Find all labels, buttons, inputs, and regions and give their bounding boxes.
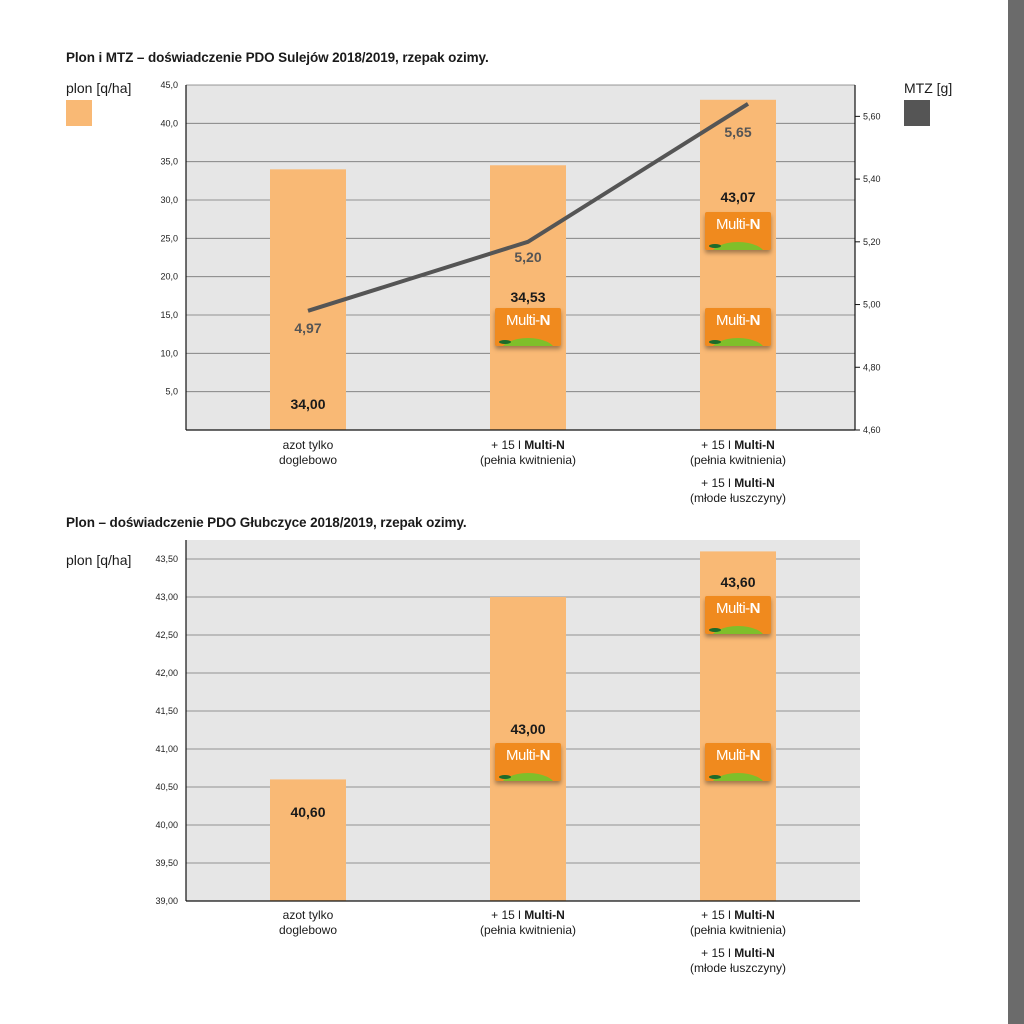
chart1-right-tick-label: 5,20	[863, 236, 881, 247]
x-label-line: doglebowo	[278, 923, 338, 937]
chart1-right-axis-label: MTZ [g]	[904, 80, 953, 96]
x-label-line: + 15 l Multi-N	[491, 908, 565, 922]
chart1-bar-value-label: 43,07	[720, 189, 756, 205]
x-label-line: azot tylko	[282, 908, 334, 922]
chart1-left-tick-label: 25,0	[160, 233, 178, 244]
logo-leaf-shape	[709, 340, 721, 344]
chart1-right-tick-label: 4,60	[863, 425, 881, 435]
chart2-title: Plon – doświadczenie PDO Głubczyce 2018/2019, rzepak ozimy.	[66, 515, 467, 530]
chart2-bar-value-label: 43,00	[510, 721, 546, 737]
chart2-left-tick-label: 43,50	[155, 554, 178, 564]
multi-n-logo	[705, 212, 771, 250]
chart1-x-label-0	[213, 438, 403, 468]
chart1-bar-value-label: 34,53	[510, 289, 546, 305]
chart1-left-tick-label: 30,0	[160, 195, 178, 205]
chart1-mtz-value-label: 4,97	[294, 320, 322, 336]
chart1-left-tick-label: 10,0	[160, 348, 178, 359]
x-label-line: (młode łuszczyny)	[689, 491, 787, 505]
x-label-line: + 15 l Multi-N	[701, 476, 775, 490]
chart2-bar-value-label: 43,60	[720, 574, 756, 590]
multi-n-logo-text: Multi-N	[715, 600, 760, 617]
chart1-left-tick-label: 35,0	[160, 156, 178, 167]
logo-leaf-shape	[709, 775, 721, 779]
x-label-line: (pełnia kwitnienia)	[689, 453, 787, 467]
chart1-right-tick-label: 5,40	[863, 174, 881, 185]
x-label-line: + 15 l Multi-N	[491, 438, 565, 452]
chart2-left-tick-label: 42,00	[155, 668, 178, 678]
x-label-line: doglebowo	[278, 453, 338, 467]
chart2-x-label-0	[213, 908, 403, 938]
multi-n-logo-text: Multi-N	[505, 747, 550, 764]
chart1-right-tick-label: 4,80	[863, 362, 881, 373]
multi-n-logo-text: Multi-N	[505, 312, 550, 329]
chart2-bar-value-label: 40,60	[290, 804, 326, 820]
logo-leaf-shape	[709, 628, 721, 632]
chart1-bar-2	[700, 100, 776, 430]
x-label-line: (pełnia kwitnienia)	[479, 453, 577, 467]
multi-n-logo	[705, 308, 771, 346]
chart2-left-tick-label: 41,50	[155, 706, 178, 716]
chart2-left-tick-label: 39,00	[155, 896, 178, 906]
chart1-left-tick-label: 40,0	[160, 118, 178, 129]
chart2-x-label-2	[643, 908, 833, 976]
multi-n-logo	[495, 308, 561, 346]
chart1-x-label-2	[643, 438, 833, 506]
chart2-left-tick-label: 40,00	[155, 820, 178, 830]
multi-n-logo-text: Multi-N	[715, 216, 760, 233]
chart1-x-label-1	[433, 438, 623, 468]
multi-n-logo	[705, 596, 771, 634]
chart2-left-tick-label: 39,50	[155, 858, 178, 868]
chart2-left-axis-label: plon [q/ha]	[66, 552, 132, 568]
chart1-left-tick-label: 45,0	[160, 80, 178, 90]
chart1-left-tick-label: 20,0	[160, 271, 178, 282]
chart2-left-tick-label: 42,50	[155, 630, 178, 640]
x-label-line: + 15 l Multi-N	[701, 438, 775, 452]
chart1-mtz-value-label: 5,65	[724, 124, 752, 140]
multi-n-logo-text: Multi-N	[715, 312, 760, 329]
chart2-left-tick-label: 40,50	[155, 782, 178, 792]
multi-n-logo	[705, 743, 771, 781]
logo-leaf-shape	[499, 775, 511, 779]
chart1-left-axis-label: plon [q/ha]	[66, 80, 132, 96]
x-label-line: (młode łuszczyny)	[689, 961, 787, 975]
x-label-line: + 15 l Multi-N	[701, 946, 775, 960]
chart1-left-tick-label: 5,0	[165, 386, 178, 397]
chart1-bar-0	[270, 169, 346, 430]
chart1-right-tick-label: 5,60	[863, 111, 881, 122]
x-label-line: azot tylko	[282, 438, 334, 452]
chart1-title: Plon i MTZ – doświadczenie PDO Sulejów 2018/2019, rzepak ozimy.	[66, 50, 489, 65]
chart2-bar-0	[270, 779, 346, 901]
logo-leaf-shape	[499, 340, 511, 344]
x-label-line: + 15 l Multi-N	[701, 908, 775, 922]
multi-n-logo-text: Multi-N	[715, 747, 760, 764]
chart1-mtz-value-label: 5,20	[514, 249, 542, 265]
chart2-left-tick-label: 43,00	[155, 592, 178, 602]
multi-n-logo	[495, 743, 561, 781]
logo-leaf-shape	[709, 244, 721, 248]
chart2-left-tick-label: 41,00	[155, 744, 178, 754]
chart2-x-label-1	[433, 908, 623, 938]
x-label-line: (pełnia kwitnienia)	[689, 923, 787, 937]
chart1-bar-value-label: 34,00	[290, 396, 326, 412]
chart1-left-tick-label: 15,0	[160, 310, 178, 320]
x-label-line: (pełnia kwitnienia)	[479, 923, 577, 937]
chart1-right-tick-label: 5,00	[863, 299, 881, 310]
